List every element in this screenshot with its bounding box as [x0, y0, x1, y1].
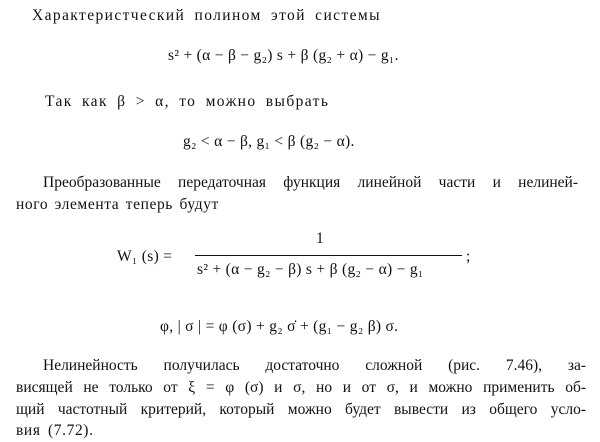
paragraph-3-line-2: ного элемента теперь будут — [16, 196, 219, 213]
paragraph-2: Так как β > α, то можно выбрать — [45, 93, 330, 110]
paragraph-4-line-3: щий частотный критерий, который можно будет вывести из общего усло- — [16, 401, 586, 418]
paragraph-4-line-2: висящей не только от ξ = φ (σ) и σ, но и от σ, и можно применить об- — [16, 379, 586, 396]
paragraph-1: Характеристческий полином этой системы — [32, 7, 381, 24]
fraction-bar — [195, 255, 462, 256]
equation-3-lhs: W₁ (s) = — [117, 248, 173, 265]
equation-3-denominator: s² + (α − g₂ − β) s + β (g₂ − α) − g₁ — [197, 261, 424, 278]
paragraph-3-line-1: Преобразованные передаточная функция линейной части и нелиней- — [43, 174, 578, 191]
paragraph-4-line-4: вия (7.72). — [16, 422, 94, 439]
equation-4: φ, | σ | = φ (σ) + g₂ σ̇ + (g₁ − g₂ β) σ. — [160, 318, 399, 335]
equation-3-semicolon: ; — [466, 248, 471, 265]
equation-1: s² + (α − β − g₂) s + β (g₂ + α) − g₁. — [168, 47, 399, 64]
paragraph-4-line-1: Нелинейность получилась достаточно сложной (рис. 7.46), за- — [43, 357, 586, 374]
equation-2: g₂ < α − β, g₁ < β (g₂ − α). — [183, 133, 355, 150]
equation-3-numerator: 1 — [316, 230, 325, 247]
